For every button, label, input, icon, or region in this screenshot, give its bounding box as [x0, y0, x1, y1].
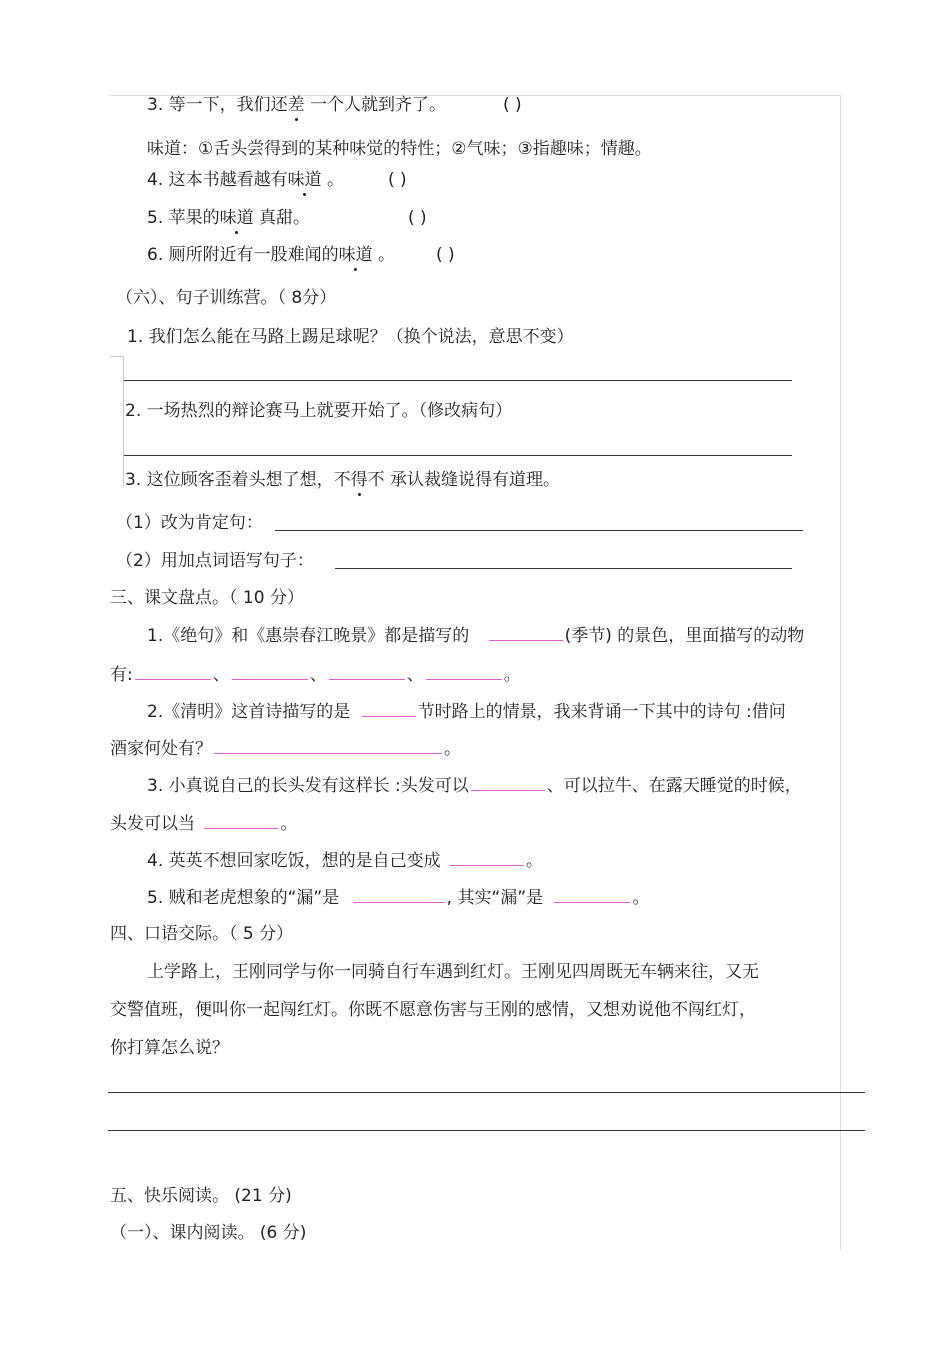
dotted-word: 味道: [219, 208, 254, 228]
fill-blank[interactable]: [450, 849, 524, 866]
dotted-word: 味道: [338, 245, 373, 265]
part-three-title: 三、课文盘点。（ 10 分）: [110, 588, 304, 608]
answer-paren[interactable]: ( ): [436, 245, 455, 265]
part3-q1-line1: 1.《绝句》和《惠崇春江晚景》都是描写的 (季节) 的景色，里面描写的动物: [147, 626, 805, 646]
part3-q4: 4. 英英不想回家吃饭，想的是自己变成 。: [147, 851, 544, 871]
fill-blank[interactable]: [204, 812, 278, 829]
part5-subsection-1: （一）、课内阅读。 (6 分): [110, 1223, 307, 1243]
dotted-word: 味道: [287, 170, 322, 190]
fill-blank[interactable]: [329, 663, 405, 680]
fill-blank[interactable]: [232, 663, 308, 680]
part3-q3-line1: 3. 小真说自己的长头发有这样长 :头发可以 、可以拉牛、在露天睡觉的时候，: [147, 776, 802, 796]
part4-prompt-line3: 你打算怎么说？: [110, 1038, 229, 1058]
fill-blank[interactable]: [135, 663, 211, 680]
answer-paren[interactable]: ( ): [388, 170, 407, 190]
question-4: 4. 这本书越看越有味道 。: [147, 170, 345, 190]
sentence-3-part-2: （2）用加点词语写句子：: [116, 551, 314, 571]
question-5: 5. 苹果的味道 真甜。: [147, 208, 311, 228]
weidao-definition: 味道：①舌头尝得到的某种味觉的特性；②气味；③指趣味；情趣。: [147, 139, 652, 159]
question-3: 3. 等一下，我们还差 一个人就到齐了。: [147, 95, 447, 115]
part3-q3-line2: 头发可以当 。: [110, 814, 298, 834]
fill-blank[interactable]: [426, 663, 502, 680]
fill-blank[interactable]: [554, 886, 630, 903]
part4-prompt-line2: 交警值班，便叫你一起闯红灯。你既不愿意伤害与王刚的感情，又想劝说他不闯红灯，: [110, 1000, 756, 1020]
part3-q2-line1: 2.《清明》这首诗描写的是 节时路上的情景，我来背诵一下其中的诗句 :借问: [147, 702, 786, 722]
fill-blank[interactable]: [362, 700, 416, 717]
frame-fragment-left: [123, 356, 124, 486]
part3-q1-line2: 有: 、 、 、 。: [110, 665, 521, 685]
part3-q2-line2: 酒家何处有？ 。: [110, 739, 461, 759]
answer-paren[interactable]: ( ): [503, 95, 522, 115]
sentence-2: 2. 一场热烈的辩论赛马上就要开始了。（修改病句）: [125, 401, 513, 421]
answer-line[interactable]: [124, 455, 792, 456]
fill-blank[interactable]: [353, 886, 445, 903]
answer-line[interactable]: [108, 1130, 865, 1131]
fill-blank[interactable]: [471, 774, 545, 791]
part3-q5: 5. 贼和老虎想象的“漏”是 , 其实“漏”是 。: [147, 888, 650, 908]
frame-fragment: [110, 356, 124, 357]
question-6: 6. 厕所附近有一股难闻的味道 。: [147, 245, 396, 265]
sentence-3-part-1: （1）改为肯定句：: [116, 513, 263, 533]
sentence-3: 3. 这位顾客歪着头想了想，不得不 承认裁缝说得有道理。: [125, 470, 561, 490]
part-five-title: 五、快乐阅读。 (21 分): [110, 1186, 292, 1206]
answer-paren[interactable]: ( ): [408, 208, 427, 228]
dotted-word: 差: [287, 95, 305, 115]
answer-line[interactable]: [108, 1092, 865, 1093]
section-six-title: （六）、句子训练营。（ 8分）: [116, 288, 337, 308]
answer-line[interactable]: [335, 568, 792, 569]
page-frame-right: [840, 95, 841, 1250]
answer-line[interactable]: [275, 530, 803, 531]
part-four-title: 四、口语交际。（ 5 分）: [110, 924, 294, 944]
dotted-word: 不得不: [333, 470, 385, 490]
answer-line[interactable]: [124, 380, 792, 381]
fill-blank[interactable]: [214, 737, 442, 754]
sentence-1: 1. 我们怎么能在马路上踢足球呢？（换个说法，意思不变）: [127, 327, 574, 347]
part4-prompt-line1: 上学路上，王刚同学与你一同骑自行车遇到红灯。王刚见四周既无车辆来往，又无: [147, 962, 759, 982]
fill-blank[interactable]: [489, 624, 563, 641]
